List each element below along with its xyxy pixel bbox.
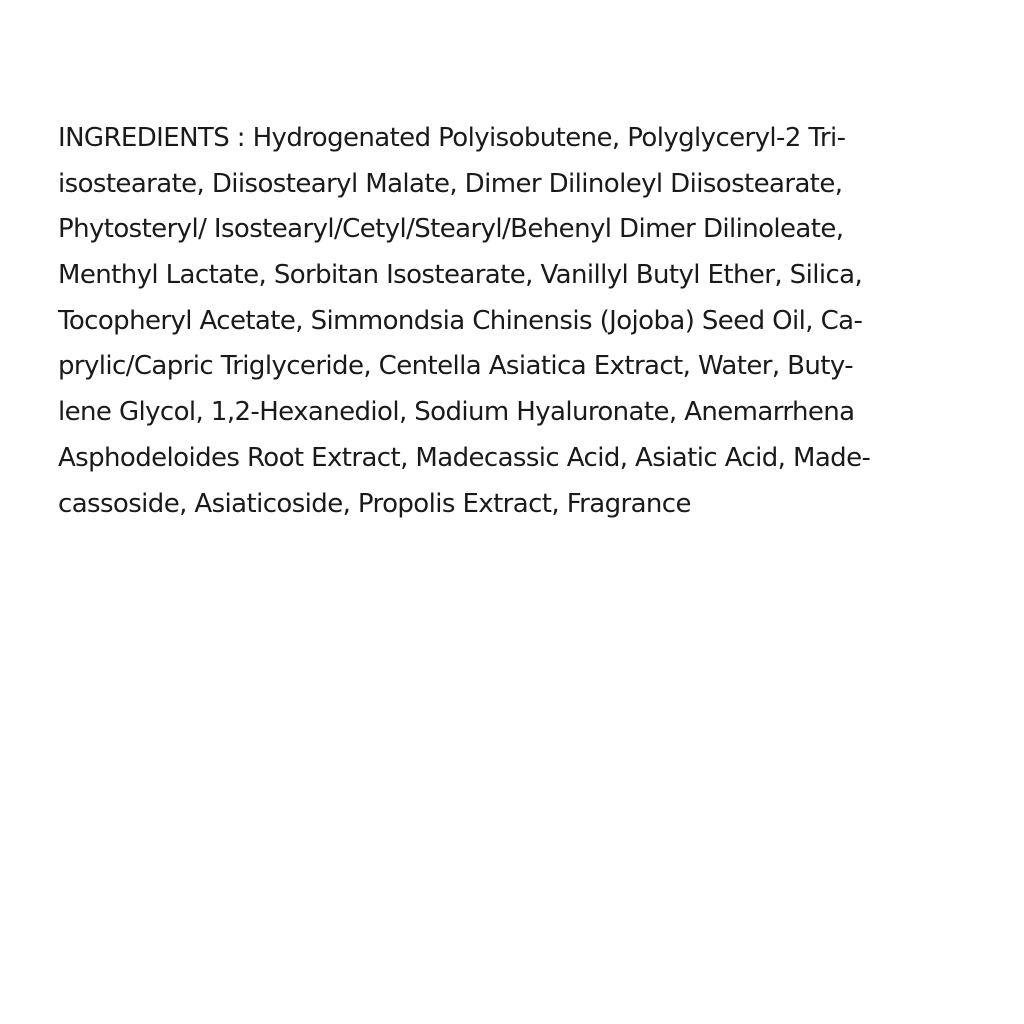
ingredients-text-block	[58, 116, 998, 527]
ingredients-line-7: lene Glycol, 1,2-Hexanediol, Sodium Hyaluronate, Anemarrhena	[58, 397, 855, 428]
ingredients-line-8: Asphodeloides Root Extract, Madecassic Acid, Asiatic Acid, Made-	[58, 442, 871, 473]
ingredients-line-5: Tocopheryl Acetate, Simmondsia Chinensis (Jojoba) Seed Oil, Ca-	[58, 305, 863, 336]
ingredients-line-1: INGREDIENTS : Hydrogenated Polyisobutene, Polyglyceryl-2 Tri-	[58, 123, 846, 153]
ingredients-line-2: isostearate, Diisostearyl Malate, Dimer Dilinoleyl Diisostearate,	[58, 168, 843, 199]
ingredients-line-3: Phytosteryl/ Isostearyl/Cetyl/Stearyl/Behenyl Dimer Dilinoleate,	[58, 214, 844, 245]
ingredients-line-9: cassoside, Asiaticoside, Propolis Extract, Fragrance	[58, 488, 691, 519]
ingredients-line-6: prylic/Capric Triglyceride, Centella Asiatica Extract, Water, Buty-	[58, 351, 853, 382]
ingredients-line-4: Menthyl Lactate, Sorbitan Isostearate, Vanillyl Butyl Ether, Silica,	[58, 260, 863, 291]
